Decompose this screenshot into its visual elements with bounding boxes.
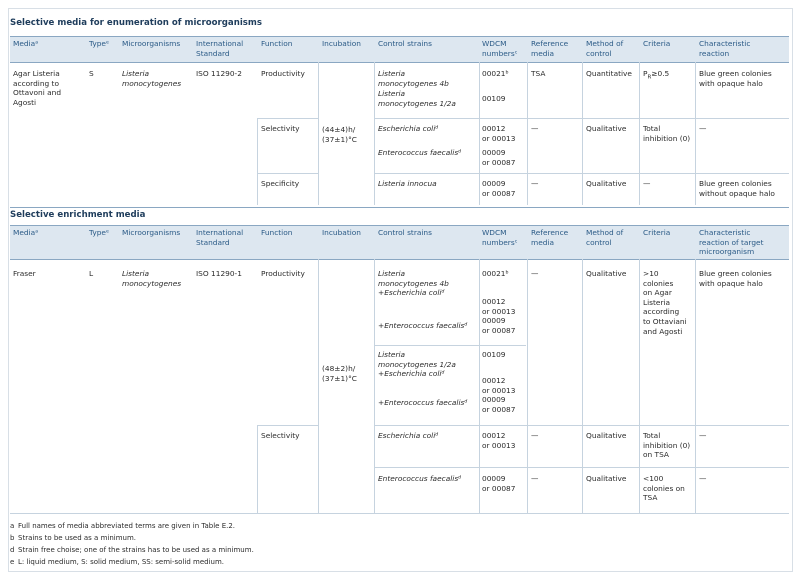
t1-criteria: Total inhibition (0) [643,124,691,143]
t1-microorganism: Listeria monocytogenes [122,69,182,88]
t2-header-wdcm: WDCM numbersᶜ [482,228,518,247]
footnote-key: a [10,522,15,530]
footnote-text: Strains to be used as a minimum. [18,534,137,542]
t1-control-strain: Escherichia coliᵈ [378,124,439,133]
t1-method: Qualitative [586,124,627,133]
t2-divider [582,259,583,513]
t1-wdcm: 00109 [482,94,506,103]
t2-wdcm: 00009 or 00087 [482,474,516,493]
t1-reaction: Blue green colonies without opaque halo [699,179,775,198]
t2-header-reference: Reference media [531,228,569,247]
t1-wdcm: 00021ᵇ [482,69,509,78]
t1-media-name: Agar Listeria according to Ottavoni and Agosti [13,69,62,107]
t1-reaction: Blue green colonies with opaque halo [699,69,772,88]
t1-standard: ISO 11290-2 [196,69,242,78]
t2-method: Qualitative [586,269,627,278]
t1-wdcm: 00012 or 00013 [482,124,516,143]
t2-header-type: Typeᵉ [89,228,110,237]
t2-method: Qualitative [586,474,627,483]
t1-method: Qualitative [586,179,627,188]
t1-reference: — [531,124,539,133]
t2-wdcm: 00012 or 00013 [482,431,516,450]
t2-header-standard: International Standard [196,228,244,247]
footnote-text: Strain free choise; one of the strains has to be used as a minimum. [18,546,254,554]
t1-divider [582,62,583,205]
t2-reference: — [531,431,539,440]
t1-header-function: Function [261,39,293,48]
t1-row-rule [374,173,789,174]
t2-reaction: — [699,474,707,483]
t1-control-strain: Enterococcus faecalisᵈ [378,148,462,157]
t2-incubation: (48±2)h/ (37±1)°C [322,364,357,383]
t2-divider [318,259,319,513]
t1-divider [257,118,258,205]
t2-header-function: Function [261,228,293,237]
t2-function-selectivity: Selectivity [261,431,300,440]
t1-header-reference: Reference media [531,39,569,58]
t1-row-rule [257,118,318,119]
t1-reference: — [531,179,539,188]
t2-criteria: <100 colonies on TSA [643,474,685,503]
footnote-text: L: liquid medium, S: solid medium, SS: semi-solid medium. [18,558,225,566]
t1-divider [527,62,528,205]
footnote-key: e [10,558,15,566]
t1-divider [639,62,640,205]
t2-reference: — [531,269,539,278]
t2-header-criteria: Criteria [643,228,671,237]
t1-header-control: Control strains [378,39,432,48]
t2-header-media: Mediaᵃ [13,228,39,237]
t2-microorganism: Listeria monocytogenes [122,269,182,288]
t1-reference: TSA [531,69,546,78]
t1-function-selectivity: Selectivity [261,124,300,133]
t1-type: S [89,69,94,78]
t1-divider [374,62,375,205]
t2-media-name: Fraser [13,269,36,278]
t2-method: Qualitative [586,431,627,440]
t1-function-specificity: Specificity [261,179,300,188]
t2-control-strain: Listeria monocytogenes 4b +Escherichia coliᵈ [378,269,449,298]
section-title-enrichment: Selective enrichment media [10,210,146,220]
t2-divider [374,259,375,513]
t2-reaction: Blue green colonies with opaque halo [699,269,772,288]
t2-wdcm: 00021ᵇ [482,269,509,278]
t2-divider [257,425,258,513]
t2-standard: ISO 11290-1 [196,269,242,278]
t1-reaction: — [699,124,707,133]
t1-header-reaction: Characteristic reaction [699,39,751,58]
t1-header-criteria: Criteria [643,39,671,48]
t2-divider [639,259,640,513]
t2-row-rule [374,467,789,468]
t2-wdcm: 00012 or 00013 00009 or 00087 [482,376,516,414]
t2-header-incubation: Incubation [322,228,361,237]
t2-function-productivity: Productivity [261,269,305,278]
t2-wdcm: 00109 [482,350,506,359]
t2-wdcm: 00012 or 00013 00009 or 00087 [482,297,516,335]
t2-type: L [89,269,94,278]
t2-reference: — [531,474,539,483]
t1-method: Quantitative [586,69,632,78]
footnote-key: d [10,546,15,554]
t1-control-strain: Listeria innocua [378,179,437,188]
t1-header-method: Method of control [586,39,624,58]
t2-control-strain: +Enterococcus faecalisᵈ [378,321,468,330]
t2-header-method: Method of control [586,228,624,247]
t1-row-rule [257,173,318,174]
t2-header-microorganisms: Microorganisms [122,228,181,237]
t2-row-rule [257,425,318,426]
t2-criteria: Total inhibition (0) on TSA [643,431,691,460]
t2-divider [479,259,480,513]
t2-control-strain: +Enterococcus faecalisᵈ [378,398,468,407]
t2-bottom-rule [10,513,789,514]
t1-row-rule [374,118,789,119]
t2-divider [527,259,528,513]
t1-wdcm: 00009 or 00087 [482,179,516,198]
t1-control-strain: Listeria monocytogenes 1/2a [378,89,456,108]
t2-control-strain: Escherichia coliᵈ [378,431,439,440]
t1-header-type: Typeᵉ [89,39,110,48]
t1-header-incubation: Incubation [322,39,361,48]
t1-divider [318,62,319,205]
t1-header-microorganisms: Microorganisms [122,39,181,48]
t1-criteria: — [643,179,651,188]
footnote-key: b [10,534,15,542]
t2-header-control: Control strains [378,228,432,237]
t1-header-standard: International Standard [196,39,244,58]
t1-divider [479,62,480,205]
t1-header-wdcm: WDCM numbersᶜ [482,39,518,58]
t2-criteria: >10 colonies on Agar Listeria according to Ottaviani and Agosti [643,269,687,336]
t1-control-strain: Listeria monocytogenes 4b [378,69,449,88]
section-title-enumeration: Selective media for enumeration of microorganisms [10,18,262,28]
t1-incubation: (44±4)h/ (37±1)°C [322,125,357,144]
t2-header-reaction: Characteristic reaction of target microorganism [699,228,764,257]
footnote-text: Full names of media abbreviated terms are given in Table E.2. [18,522,236,530]
t1-function-productivity: Productivity [261,69,305,78]
t1-criteria: $P_R\ge 0.5$ [643,69,670,81]
t1-header-media: Mediaᵃ [13,39,39,48]
t2-control-strain: Enterococcus faecalisᵈ [378,474,462,483]
t1-divider [695,62,696,205]
t2-row-rule [374,345,526,346]
t2-control-strain: Listeria monocytogenes 1/2a +Escherichia coliᵈ [378,350,456,379]
t2-row-rule [374,425,789,426]
t2-divider [695,259,696,513]
t1-wdcm: 00009 or 00087 [482,148,516,167]
t2-reaction: — [699,431,707,440]
